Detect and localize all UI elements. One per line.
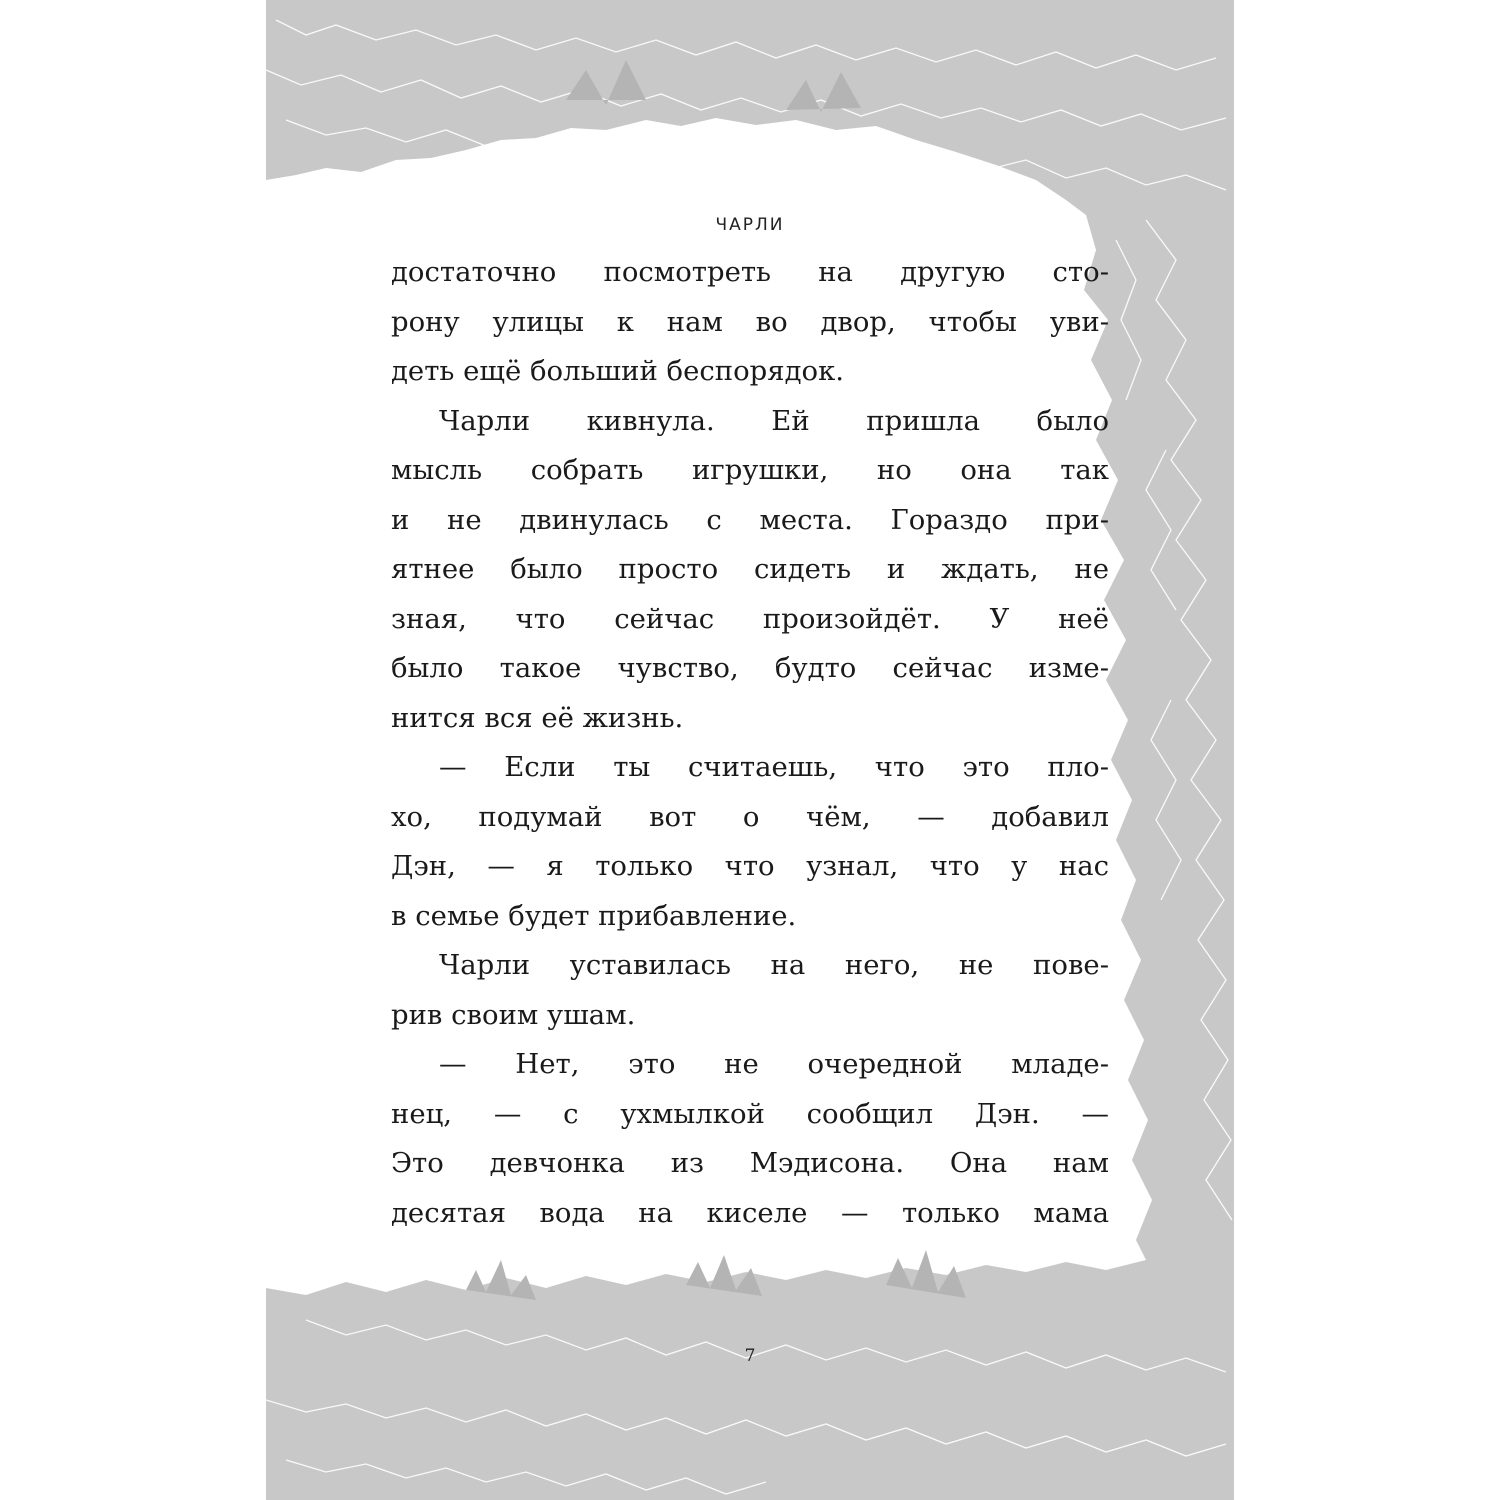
text-line: Чарли кивнула. Ей пришла было: [439, 404, 1109, 437]
text-line: зная, что сейчас произойдёт. У неё: [391, 602, 1109, 635]
text-line: ятнее было просто сидеть и ждать, не: [391, 553, 1109, 585]
text-line: в семье будет прибавление.: [391, 899, 797, 932]
text-line: достаточно посмотреть на другую сто-: [391, 256, 1109, 288]
text-line: мысль собрать игрушки, но она так: [391, 454, 1109, 486]
text-line: рону улицы к нам во двор, чтобы уви-: [391, 305, 1109, 338]
text-line: было такое чувство, будто сейчас изме-: [391, 652, 1109, 684]
text-line: нится вся её жизнь.: [391, 701, 684, 734]
text-line: рив своим ушам.: [391, 998, 636, 1031]
text-line: деть ещё больший беспорядок.: [391, 355, 844, 387]
text-line: Дэн, — я только что узнал, что у нас: [391, 850, 1109, 882]
text-line: Это девчонка из Мэдисона. Она нам: [391, 1147, 1109, 1179]
running-head: ЧАРЛИ: [715, 215, 785, 235]
text-line: — Если ты считаешь, что это пло-: [439, 751, 1109, 783]
text-line: и не двинулась с места. Гораздо при-: [391, 503, 1109, 536]
text-line: десятая вода на киселе — только мама: [391, 1196, 1109, 1229]
text-line: Чарли уставилась на него, не пове-: [439, 949, 1109, 981]
body-text: [391, 248, 1109, 1238]
text-line: хо, подумай вот о чём, — добавил: [391, 800, 1109, 833]
book-page: [266, 0, 1234, 1500]
page-number: 7: [744, 1346, 756, 1366]
text-line: нец, — с ухмылкой сообщил Дэн. —: [391, 1097, 1109, 1130]
text-line: — Нет, это не очередной младе-: [439, 1048, 1109, 1080]
